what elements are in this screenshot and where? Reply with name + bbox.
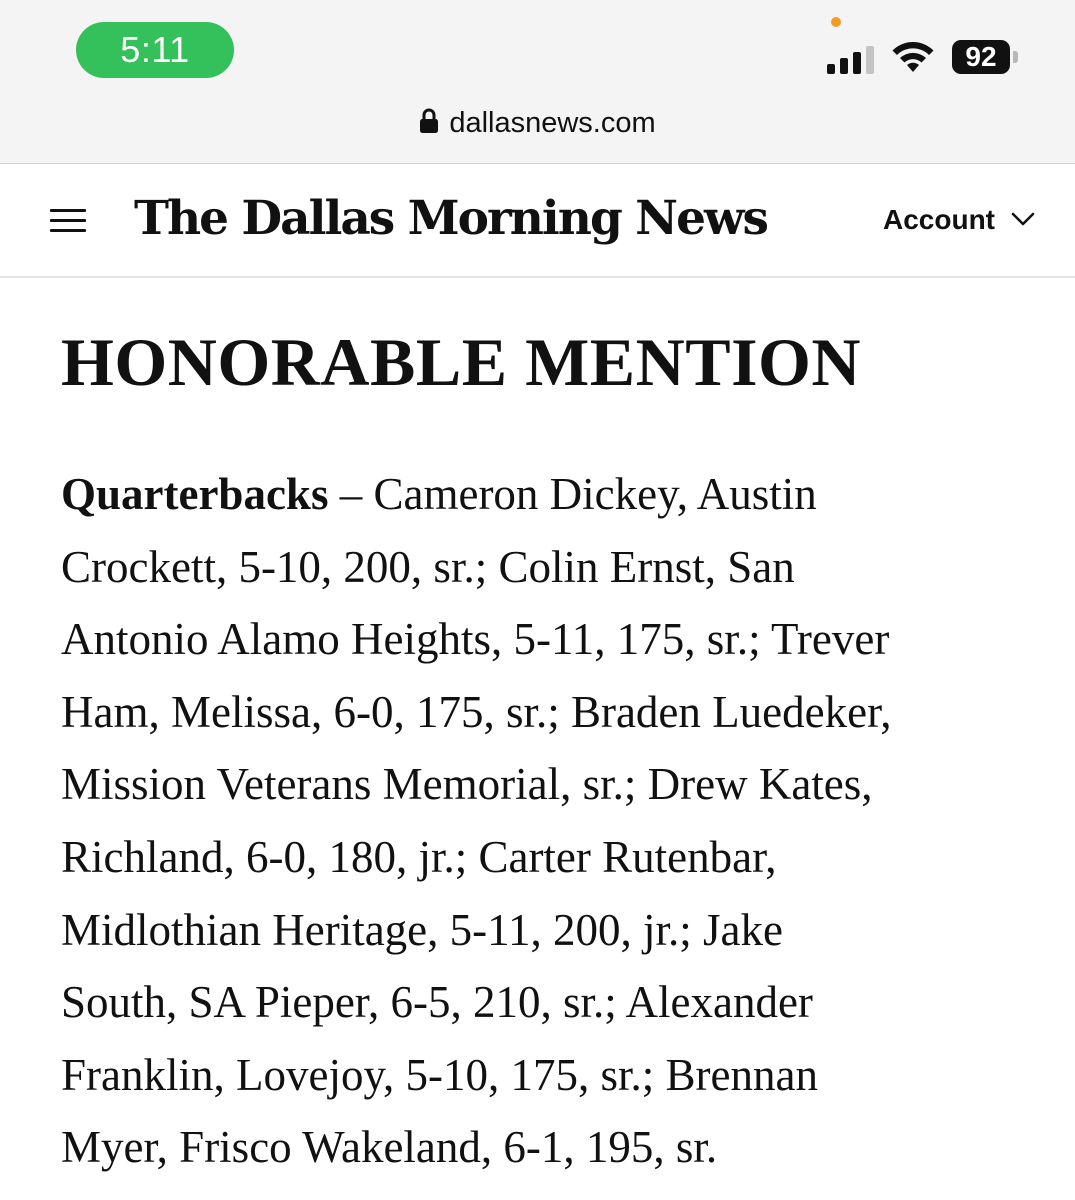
- article-body: [61, 322, 1021, 1184]
- paragraph-line: Mission Veterans Memorial, sr.; Drew Kates,: [61, 759, 873, 810]
- site-masthead-logo[interactable]: The Dallas Morning News: [134, 191, 767, 246]
- paragraph-line: Antonio Alamo Heights, 5-11, 175, sr.; Trever: [61, 614, 890, 665]
- hamburger-menu-icon[interactable]: [50, 207, 86, 235]
- wifi-icon: [890, 40, 936, 74]
- browser-chrome: [0, 0, 1075, 164]
- account-label: Account: [883, 204, 995, 235]
- paragraph-line: Richland, 6-0, 180, jr.; Carter Rutenbar,: [61, 831, 777, 882]
- paragraph-line: Franklin, Lovejoy, 5-10, 175, sr.; Brennan: [61, 1049, 818, 1100]
- site-header: [0, 164, 1075, 278]
- paragraph-line: Midlothian Heritage, 5-11, 200, jr.; Jake: [61, 904, 783, 955]
- paragraph-line: Cameron Dickey, Austin: [373, 469, 817, 519]
- battery-icon: [952, 40, 1022, 76]
- quarterbacks-paragraph: [61, 458, 1021, 1184]
- section-heading: HONORABLE MENTION: [61, 324, 862, 400]
- paragraph-line: Ham, Melissa, 6-0, 175, sr.; Braden Luedeker,: [61, 686, 892, 737]
- paragraph-line: Crockett, 5-10, 200, sr.; Colin Ernst, San: [61, 541, 795, 592]
- status-time: 5:11: [76, 22, 234, 78]
- battery-level: 92: [952, 40, 1010, 74]
- url-bar[interactable]: [0, 100, 1075, 146]
- chevron-down-icon: [1011, 211, 1035, 227]
- account-menu-button[interactable]: [883, 200, 1035, 240]
- signal-icon: [827, 44, 877, 74]
- lock-icon: [419, 108, 439, 134]
- paragraph-line: Myer, Frisco Wakeland, 6-1, 195, sr.: [61, 1122, 718, 1173]
- privacy-indicator-dot: [831, 17, 841, 27]
- position-label: Quarterbacks: [61, 469, 329, 519]
- label-separator: –: [328, 469, 374, 519]
- url-text[interactable]: dallasnews.com: [449, 107, 656, 139]
- paragraph-line: South, SA Pieper, 6-5, 210, sr.; Alexander: [61, 977, 813, 1028]
